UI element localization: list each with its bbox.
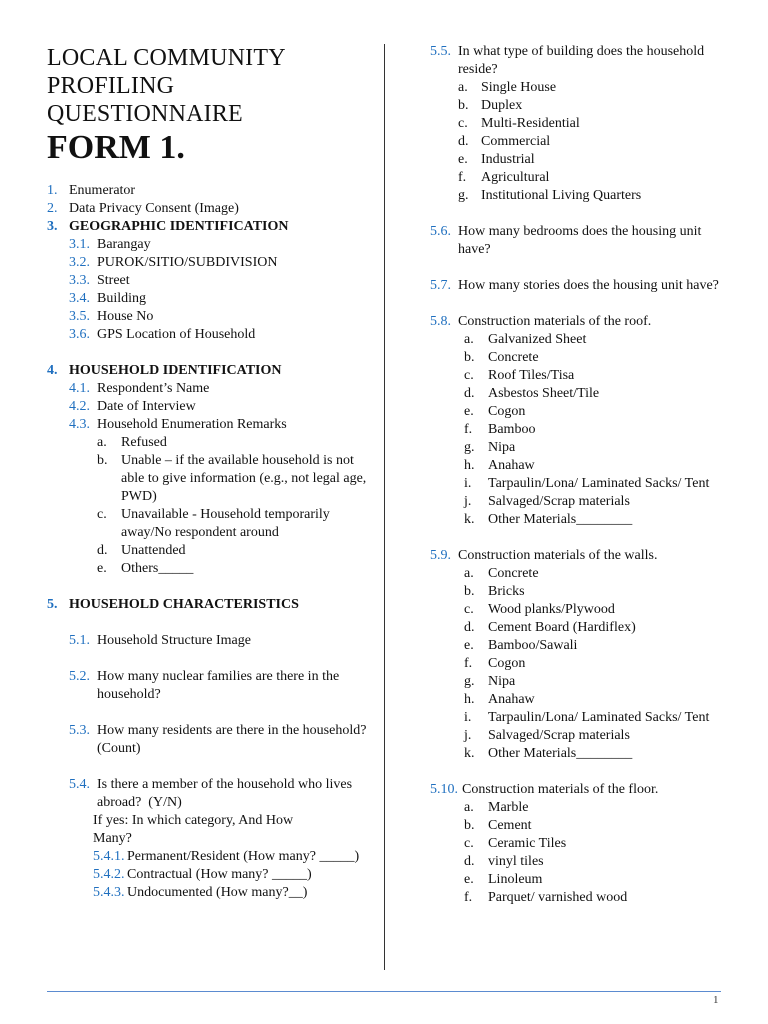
item-text: Salvaged/Scrap materials — [488, 494, 630, 509]
item-text: Asbestos Sheet/Tile — [488, 386, 600, 401]
item-text: Agricultural — [481, 170, 550, 185]
list-item — [47, 884, 372, 902]
item-number: 5.4.3. — [93, 885, 125, 900]
item-letter: f. — [464, 422, 473, 437]
item-text: Construction materials of the floor. — [462, 782, 659, 797]
item-text: Bamboo/Sawali — [488, 638, 578, 653]
item-text: Commercial — [481, 134, 551, 149]
list-item — [430, 745, 730, 763]
list-item — [430, 799, 730, 817]
item-letter: e. — [97, 561, 107, 576]
list-item — [430, 97, 730, 115]
item-text: HOUSEHOLD IDENTIFICATION — [69, 363, 282, 378]
item-text: Bricks — [488, 584, 525, 599]
item-letter: h. — [464, 692, 475, 707]
item-text: Household Enumeration Remarks — [97, 417, 287, 432]
item-text: Enumerator — [69, 183, 136, 198]
item-letter: c. — [464, 368, 474, 383]
list-item — [430, 133, 730, 151]
item-text: Nipa — [488, 674, 516, 689]
item-text: Wood planks/Plywood — [488, 602, 615, 617]
list-item — [47, 632, 372, 650]
item-letter: b. — [464, 584, 475, 599]
item-letter: k. — [464, 746, 475, 761]
item-letter: e. — [464, 404, 474, 419]
item-letter: g. — [464, 440, 475, 455]
item-text: How many nuclear families are there in the household? — [97, 669, 343, 702]
item-number: 5.5. — [430, 44, 451, 59]
list-item — [430, 835, 730, 853]
list-item — [430, 583, 730, 601]
item-letter: i. — [464, 476, 472, 491]
item-number: 5.9. — [430, 548, 451, 563]
item-text: Anahaw — [488, 692, 535, 707]
item-text: GEOGRAPHIC IDENTIFICATION — [69, 219, 289, 234]
list-item — [430, 709, 730, 727]
item-text: Marble — [488, 800, 529, 815]
right-column — [430, 43, 730, 907]
left-list — [47, 182, 372, 902]
list-item — [47, 560, 372, 578]
item-text: Ceramic Tiles — [488, 836, 567, 851]
list-item — [430, 565, 730, 583]
item-text: Nipa — [488, 440, 516, 455]
item-text: In what type of building does the household reside? — [458, 44, 708, 77]
list-item — [47, 542, 372, 560]
item-number: 5.1. — [69, 633, 90, 648]
page-number: 1 — [713, 994, 719, 1006]
item-letter: c. — [458, 116, 468, 131]
item-text: Household Structure Image — [97, 633, 251, 648]
item-number: 5.4.1. — [93, 849, 125, 864]
item-letter: i. — [464, 710, 472, 725]
column-divider — [384, 44, 385, 970]
item-text: Parquet/ varnished wood — [488, 890, 628, 905]
item-letter: k. — [464, 512, 475, 527]
item-number: 5.10. — [430, 782, 458, 797]
section-heading — [47, 218, 372, 236]
item-text: Linoleum — [488, 872, 543, 887]
item-text: Tarpaulin/Lona/ Laminated Sacks/ Tent — [488, 710, 710, 725]
item-text: Industrial — [481, 152, 535, 167]
section-heading — [47, 596, 372, 614]
list-item — [47, 866, 372, 884]
item-text: Concrete — [488, 350, 539, 365]
list-item — [430, 79, 730, 97]
item-letter: a. — [464, 566, 474, 581]
item-text: Construction materials of the walls. — [458, 548, 658, 563]
list-item — [47, 434, 372, 452]
doc-title-line2: PROFILING — [47, 73, 175, 99]
item-text: Street — [97, 273, 130, 288]
list-item — [430, 421, 730, 439]
item-text: Respondent’s Name — [97, 381, 210, 396]
item-number: 5.8. — [430, 314, 451, 329]
list-item — [47, 182, 372, 200]
list-item — [430, 547, 730, 565]
list-item — [430, 151, 730, 169]
item-number: 4.3. — [69, 417, 90, 432]
item-number: 3.2. — [69, 255, 90, 270]
item-text: House No — [97, 309, 154, 324]
item-text: Contractual (How many? _____) — [127, 867, 312, 882]
doc-title-line1: LOCAL COMMUNITY — [47, 45, 286, 71]
list-item-note — [47, 812, 323, 848]
list-item — [430, 673, 730, 691]
list-item — [430, 781, 730, 799]
list-item — [430, 115, 730, 133]
list-item — [47, 236, 372, 254]
list-item — [47, 416, 372, 434]
item-text: Duplex — [481, 98, 523, 113]
list-item — [430, 475, 730, 493]
item-number: 4.1. — [69, 381, 90, 396]
item-letter: b. — [464, 350, 475, 365]
item-text: How many bedrooms does the housing unit have? — [458, 224, 705, 257]
list-item — [430, 511, 730, 529]
section-heading — [47, 362, 372, 380]
item-text: Unattended — [121, 543, 186, 558]
list-item — [47, 722, 372, 758]
list-item — [47, 668, 372, 704]
item-text: Roof Tiles/Tisa — [488, 368, 575, 383]
form-label: FORM 1. — [47, 129, 185, 166]
list-item — [430, 493, 730, 511]
list-item — [430, 403, 730, 421]
item-letter: j. — [464, 494, 472, 509]
list-item — [47, 290, 372, 308]
list-item — [430, 601, 730, 619]
item-number: 5.6. — [430, 224, 451, 239]
item-text: Cogon — [488, 404, 526, 419]
list-item — [430, 385, 730, 403]
item-text: Cement Board (Hardiflex) — [488, 620, 636, 635]
item-text: Multi-Residential — [481, 116, 580, 131]
item-number: 5.7. — [430, 278, 451, 293]
item-text: Other Materials________ — [488, 512, 633, 527]
list-item — [430, 889, 730, 907]
item-text: Cogon — [488, 656, 526, 671]
item-text: Single House — [481, 80, 557, 95]
item-letter: g. — [464, 674, 475, 689]
item-text: Data Privacy Consent (Image) — [69, 201, 239, 216]
item-letter: a. — [97, 435, 107, 450]
item-number: 2. — [47, 201, 58, 216]
item-number: 4.2. — [69, 399, 90, 414]
item-letter: a. — [464, 800, 474, 815]
item-letter: e. — [464, 638, 474, 653]
item-number: 5.2. — [69, 669, 90, 684]
item-text: How many residents are there in the household? (Count) — [97, 723, 370, 756]
list-item — [47, 452, 372, 506]
item-letter: c. — [464, 602, 474, 617]
item-letter: a. — [458, 80, 468, 95]
list-item — [430, 691, 730, 709]
list-item — [430, 655, 730, 673]
list-item — [430, 637, 730, 655]
item-text: Barangay — [97, 237, 151, 252]
item-text: GPS Location of Household — [97, 327, 256, 342]
item-number: 5.4.2. — [93, 867, 125, 882]
list-item — [430, 367, 730, 385]
item-text: Galvanized Sheet — [488, 332, 587, 347]
list-item — [430, 727, 730, 745]
item-text: Anahaw — [488, 458, 535, 473]
list-item — [430, 277, 730, 295]
list-item — [430, 457, 730, 475]
list-item — [430, 619, 730, 637]
item-number: 3.5. — [69, 309, 90, 324]
item-number: 5.4. — [69, 777, 90, 792]
item-text: Concrete — [488, 566, 539, 581]
item-text: Permanent/Resident (How many? _____) — [127, 849, 360, 864]
item-text: Salvaged/Scrap materials — [488, 728, 630, 743]
list-item — [430, 349, 730, 367]
list-item — [47, 326, 372, 344]
item-letter: b. — [464, 818, 475, 833]
left-column — [47, 44, 372, 902]
item-number: 3.3. — [69, 273, 90, 288]
list-item — [430, 187, 730, 205]
item-number: 5. — [47, 597, 58, 612]
item-letter: b. — [458, 98, 469, 113]
item-text: Building — [97, 291, 147, 306]
list-item — [430, 223, 730, 259]
list-item — [430, 331, 730, 349]
item-text: Undocumented (How many?__) — [127, 885, 308, 900]
item-text: vinyl tiles — [488, 854, 544, 869]
item-text: Unable – if the available household is not able to give information (e.g., not legal age, PWD) — [121, 453, 370, 504]
list-item — [430, 817, 730, 835]
item-letter: d. — [464, 386, 475, 401]
item-text: Construction materials of the roof. — [458, 314, 652, 329]
item-letter: e. — [464, 872, 474, 887]
item-number: 3.4. — [69, 291, 90, 306]
item-text: Others_____ — [121, 561, 194, 576]
item-number: 4. — [47, 363, 58, 378]
list-item — [430, 439, 730, 457]
item-text: Unavailable - Household temporarily away/No respondent around — [121, 507, 334, 540]
item-number: 3. — [47, 219, 58, 234]
list-item — [430, 871, 730, 889]
item-letter: d. — [458, 134, 469, 149]
item-text: How many stories does the housing unit have? — [458, 278, 719, 293]
list-item — [47, 308, 372, 326]
item-letter: e. — [458, 152, 468, 167]
item-letter: b. — [97, 453, 108, 468]
list-item — [47, 506, 372, 542]
list-item — [47, 380, 372, 398]
item-letter: d. — [97, 543, 108, 558]
list-item — [430, 43, 730, 79]
doc-title-line3: QUESTIONNAIRE — [47, 101, 243, 127]
item-letter: j. — [464, 728, 472, 743]
item-text: Date of Interview — [97, 399, 196, 414]
list-item — [430, 169, 730, 187]
item-letter: f. — [458, 170, 467, 185]
item-text: Refused — [121, 435, 167, 450]
item-letter: a. — [464, 332, 474, 347]
item-letter: g. — [458, 188, 469, 203]
item-letter: f. — [464, 656, 473, 671]
item-letter: d. — [464, 854, 475, 869]
item-letter: c. — [464, 836, 474, 851]
item-number: 5.3. — [69, 723, 90, 738]
item-text: Institutional Living Quarters — [481, 188, 642, 203]
item-text: HOUSEHOLD CHARACTERISTICS — [69, 597, 299, 612]
item-letter: h. — [464, 458, 475, 473]
item-text: Tarpaulin/Lona/ Laminated Sacks/ Tent — [488, 476, 710, 491]
list-item — [47, 272, 372, 290]
footer-rule — [47, 991, 721, 992]
list-item — [47, 254, 372, 272]
item-text: If yes: In which category, And How Many? — [93, 813, 297, 846]
item-number: 1. — [47, 183, 58, 198]
item-text: Is there a member of the household who lives abroad? (Y/N) — [97, 777, 356, 810]
list-item — [430, 853, 730, 871]
item-letter: d. — [464, 620, 475, 635]
item-text: Other Materials________ — [488, 746, 633, 761]
list-item — [47, 776, 372, 812]
list-item — [47, 398, 372, 416]
list-item — [47, 200, 372, 218]
item-letter: c. — [97, 507, 107, 522]
item-letter: f. — [464, 890, 473, 905]
item-number: 3.1. — [69, 237, 90, 252]
item-text: Cement — [488, 818, 532, 833]
list-item — [430, 313, 730, 331]
item-text: Bamboo — [488, 422, 536, 437]
list-item — [47, 848, 372, 866]
item-text: PUROK/SITIO/SUBDIVISION — [97, 255, 278, 270]
item-number: 3.6. — [69, 327, 90, 342]
